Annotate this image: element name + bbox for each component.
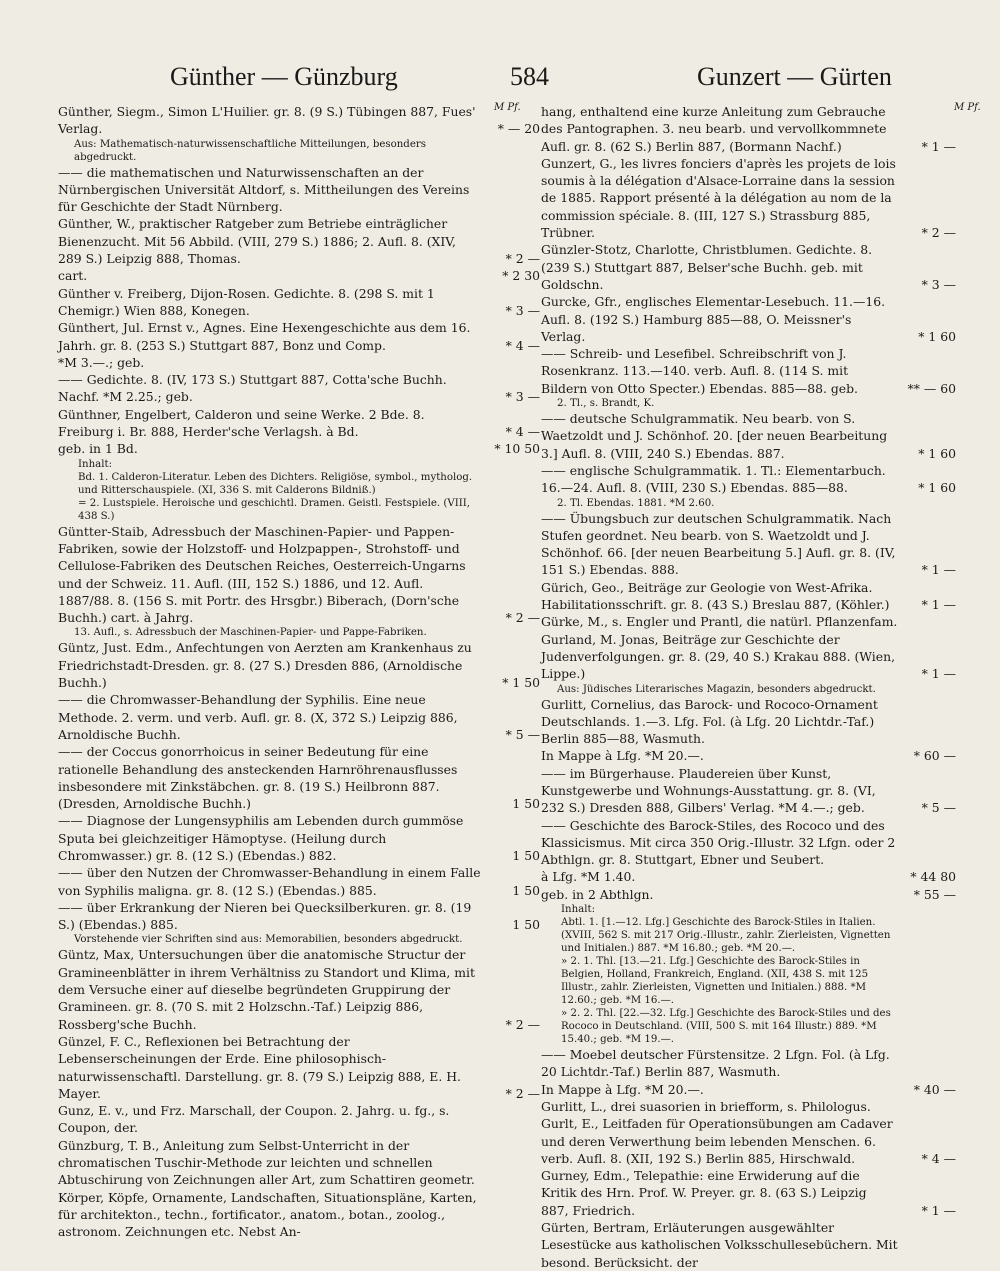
entry-text: —— die mathematischen und Naturwissenschaften an der Nürnbergischen Universität Altdorf, s. Mittheilungen des Vereins für Geschichte der Stadt Nürnberg. (58, 164, 474, 215)
catalog-entry (541, 241, 956, 293)
entry-text: Günzel, F. C., Reflexionen bei Betrachtung der Lebenserscheinungen der Erde. Eine philosophisch-naturwissenschaftl. Darstellung. gr. 8. (79 S.) Leipzig 888, E. H. Mayer. (58, 1033, 465, 1101)
catalog-entry (541, 510, 956, 579)
entry-price: * 4 — (505, 337, 540, 353)
bibliographic-note: 2. Tl. Ebendas. 1881. *M 2.60. (557, 497, 715, 509)
entry-text: Güntz, Just. Edm., Anfechtungen von Aerzten am Krankenhaus zu Friedrichstadt-Dresden. gr. 8. (27 S.) Dresden 886, (Arnoldische Buchh.) (58, 640, 476, 691)
catalog-entry (58, 691, 540, 743)
entry-text: Günzler-Stotz, Charlotte, Christblumen. Gedichte. 8. (239 S.) Stuttgart 887, Belser'sche Buchh. geb. mit Goldschn. (541, 242, 876, 292)
entry-price: * 1 50 (502, 675, 540, 691)
entry-text: *M 3.—.; geb. (58, 354, 145, 370)
catalog-entry (541, 462, 956, 497)
entry-text: Günthert, Jul. Ernst v., Agnes. Eine Hexengeschichte aus dem 16. Jahrh. gr. 8. (253 S.) Stuttgart 887, Bonz und Comp. (58, 320, 475, 353)
entry-text: Günther, W., praktischer Ratgeber zum Betriebe einträglicher Bienenzucht. Mit 56 Abbild. (VIII, 279 S.) 1886; 2. Aufl. 8. (XIV, 289 S.) Leipzig 888, Thomas. (58, 216, 460, 267)
catalog-entry (541, 817, 956, 869)
entry-text: In Mappe à Lfg. *M 20.—. (541, 748, 704, 764)
entry-text: —— Diagnose der Lungensyphilis am Lebenden durch gummöse Sputa bei gleichzeitiger Hämoptyse. (Heilung durch Chromwasser.) gr. 8. (12 S.) (Ebendas.) 882. (58, 813, 468, 863)
entry-price: * 2 30 (502, 268, 540, 284)
entry-price: * 3 — (505, 389, 540, 405)
entry-price: 1 50 (512, 796, 540, 812)
catalog-entry (58, 1102, 540, 1137)
entry-price: * 10 50 (494, 441, 540, 457)
entry-text: Gurlitt, L., drei suasorien in briefform, s. Philologus. (541, 1098, 871, 1114)
catalog-entry (58, 1137, 540, 1241)
entry-text: Günther v. Freiberg, Dijon-Rosen. Gedichte. 8. (298 S. mit 1 Chemigr.) Wien 888, Konegen. (58, 285, 439, 318)
entry-text: —— Geschichte des Barock-Stiles, des Rococo und des Klassicismus. Mit circa 350 Orig.-Illustr. 32 Lfgn. oder 2 Abthlgn. gr. 8. Stuttgart, Ebner und Seubert. (541, 817, 900, 868)
catalog-entry (541, 886, 956, 903)
entry-price: * 1 60 (918, 445, 956, 461)
catalog-entry (58, 406, 540, 441)
header-left: Günther — Günzburg (170, 62, 398, 91)
entry-text: Gurlitt, Cornelius, das Barock- und Rococo-Ornament Deutschlands. 1.—3. Lfg. Fol. (à Lfg. 20 Lichtdr.-Taf.) Berlin 885—88, Wasmuth. (541, 696, 882, 747)
entry-price: * 5 — (921, 800, 956, 816)
running-header (0, 62, 1000, 102)
entry-text: —— der Coccus gonorrhoicus in seiner Bedeutung für eine rationelle Behandlung des ansteckenden Harnröhrenausflusses insbesondere mit Zinkstäbchen. gr. 8. (19 S.) Heilbronn 887. (Dresden, Arnoldische Buchh.) (58, 744, 462, 812)
entry-price: * 55 — (913, 886, 956, 902)
catalog-entry (541, 696, 956, 748)
entry-price: * 3 — (505, 302, 540, 318)
entry-text: Güntter-Staib, Adressbuch der Maschinen-Papier- und Pappen-Fabriken, sowie der Holzstoff- und Holzpappen-, Strohstoff- und Cellulose-Fabriken des Deutschen Reiches, Oesterreich-Ungarns und der Schweiz. 11. Aufl. (III, 152 S.) 1886, und 12. Aufl. 1887/88. 8. (156 S. mit Portr. des Hrsgbr.) Biberach, (Dorn'sche Buchh.) cart. à Jahrg. (58, 523, 470, 626)
entry-text: —— die Chromwasser-Behandlung der Syphilis. Eine neue Methode. 2. verm. und verb. Aufl. gr. 8. (X, 372 S.) Leipzig 886, Arnoldische Buchh. (58, 692, 462, 742)
entry-text: Günther, Siegm., Simon L'Huilier. gr. 8. (9 S.) Tübingen 887, Fues' Verlag. (58, 104, 480, 137)
catalog-entry (541, 765, 956, 817)
entry-text: hang, enthaltend eine kurze Anleitung zum Gebrauche des Pantographen. 3. neu bearb. und vervollkommnete Aufl. gr. 8. (62 S.) Berlin 887, (Bormann Nachf.) (541, 104, 891, 154)
catalog-entry (58, 899, 540, 934)
entry-price: * 1 — (921, 562, 956, 578)
catalog-entry (58, 267, 540, 284)
catalog-entry (58, 354, 540, 371)
catalog-entry (58, 285, 540, 320)
entry-text: —— Moebel deutscher Fürstensitze. 2 Lfgn. Fol. (à Lfg. 20 Lichtdr.-Taf.) Berlin 887, Wasmuth. (541, 1047, 894, 1080)
catalog-entry (58, 743, 540, 812)
entry-text: Gurlt, E., Leitfaden für Operationsübungen am Cadaver und deren Verwerthung beim lebenden Menschen. 6. verb. Aufl. 8. (XII, 192 S.) Berlin 885, Hirschwald. (541, 1116, 897, 1166)
entry-price: * 40 — (913, 1081, 956, 1097)
left-price-head: M Pf. (494, 102, 521, 113)
entry-price: * 2 — (505, 610, 540, 626)
catalog-entry (541, 345, 956, 397)
bibliographic-note: 13. Aufl., s. Adressbuch der Maschinen-Papier- und Pappe-Fabriken. (74, 627, 427, 639)
catalog-entry (58, 215, 540, 267)
entry-price: ** — 60 (907, 380, 956, 396)
contents-list: Inhalt: Bd. 1. Calderon-Literatur. Leben des Dichters. Religiöse, symbol., mytholog. und Ritterschauspiele. (XI, 336 S. mit Calderons Bildniß.) = 2. Lustspiele. Heroische und geschichtl. Dramen. Geistl. Festspiele. (VIII, 438 S.) (78, 458, 473, 522)
entry-text: —— im Bürgerhause. Plaudereien über Kunst, Kunstgewerbe und Wohnungs-Ausstattung. gr. 8. (VI, 232 S.) Dresden 888, Gilbers' Verlag. *M 4.—.; geb. (541, 765, 880, 816)
entry-text: cart. (58, 268, 88, 284)
right-column (541, 103, 956, 1271)
entry-price: * 2 — (505, 251, 540, 267)
entry-text: —— englische Schulgrammatik. 1. Tl.: Elementarbuch. 16.—24. Aufl. 8. (VIII, 230 S.) Ebendas. 885—88. (541, 462, 890, 496)
entry-text: —— Gedichte. 8. (IV, 173 S.) Stuttgart 887, Cotta'sche Buchh. Nachf. *M 2.25.; geb. (58, 372, 451, 405)
catalog-entry (541, 868, 956, 885)
entry-text: Gunzert, G., les livres fonciers d'après les projets de lois soumis à la délégation d'Alsace-Lorraine dans la session de 1885. Rapport présenté à la délégation au nom de la commission spéciale. 8. (III, 127 S.) Strassburg 885, Trübner. (541, 155, 900, 241)
entry-text: In Mappe à Lfg. *M 20.—. (541, 1081, 704, 1097)
entry-price: * 44 80 (910, 869, 956, 885)
catalog-entry (58, 164, 540, 216)
catalog-entry (541, 1219, 956, 1271)
entry-price: * 5 — (505, 726, 540, 742)
catalog-entry (541, 1115, 956, 1167)
catalog-entry (58, 1033, 540, 1102)
contents-list: Inhalt: Abtl. 1. [1.—12. Lfg.] Geschichte des Barock-Stiles in Italien. (XVIII, 562 S. mit 217 Orig.-Illustr., zahlr. Zierleisten, Vignetten und Initialen.) 887. *M 16.80.; geb. *M 20.—. » 2. 1. Thl. [13.—21. Lfg.] Geschichte des Barock-Stiles in Belgien, Holland, Frankreich, England. (XII, 438 S. mit 125 Illustr., zahlr. Zierleisten, Vignetten und Initialen.) 888. *M 12.60.; geb. *M 16.—. » 2. 2. Thl. [22.—32. Lfg.] Geschichte des Barock-Stiles und des Rococo in Deutschland. (VIII, 500 S. mit 164 Illustr.) 889. *M 15.40.; geb. *M 19.—. (561, 904, 891, 1046)
catalog-entry (58, 639, 540, 691)
catalog-entry (541, 1098, 956, 1115)
entry-price: * 1 60 (918, 480, 956, 496)
bibliographic-note: 2. Tl., s. Brandt, K. (557, 398, 655, 410)
right-price-head: M Pf. (954, 102, 981, 113)
catalog-entry (58, 864, 540, 899)
catalog-entry (58, 946, 540, 1032)
entry-text: Günthner, Engelbert, Calderon und seine Werke. 2 Bde. 8. Freiburg i. Br. 888, Herder'sche Verlagsh. à Bd. (58, 406, 429, 440)
entry-text: Gürich, Geo., Beiträge zur Geologie von West-Afrika. Habilitationsschrift. gr. 8. (43 S.) Breslau 887, (Köhler.) (541, 579, 890, 613)
entry-text: Güntz, Max, Untersuchungen über die anatomische Structur der Gramineenblätter in ihrem Verhältniss zu Standort und Klima, mit dem Versuche einer auf dieselbe begründeten Gruppirung der Gramineen. gr. 8. (70 S. mit 2 Holzschn.-Taf.) Leipzig 886, Rossberg'sche Buchh. (58, 947, 479, 1032)
entry-price: * 4 — (505, 424, 540, 440)
entry-price: 1 50 (512, 882, 540, 898)
bibliographic-note: Aus: Mathematisch-naturwissenschaftliche Mitteilungen, besonders abgedruckt. (74, 138, 430, 163)
catalog-entry (541, 155, 956, 241)
header-right: Gunzert — Gürten (697, 62, 892, 91)
entry-text: Gürke, M., s. Engler und Prantl, die natürl. Pflanzenfam. (541, 614, 898, 630)
entry-price: * 4 — (921, 1150, 956, 1166)
catalog-entry (58, 440, 540, 457)
entry-price: * 60 — (913, 748, 956, 764)
entry-price: * 3 — (921, 276, 956, 292)
entry-text: —— deutsche Schulgrammatik. Neu bearb. von S. Waetzoldt und J. Schönhof. 20. [der neuen Bearbeitung 3.] Aufl. 8. (VIII, 240 S.) Ebendas. 887. (541, 411, 892, 461)
catalog-entry (541, 293, 956, 345)
entry-price: * — 20 (497, 121, 540, 137)
bibliographic-note: Aus: Jüdisches Literarisches Magazin, besonders abgedruckt. (557, 683, 876, 695)
catalog-entry (58, 812, 540, 864)
entry-price: * 1 — (921, 1202, 956, 1218)
catalog-entry (541, 103, 956, 155)
entry-text: Gurcke, Gfr., englisches Elementar-Lesebuch. 11.—16. Aufl. 8. (192 S.) Hamburg 885—88, O. Meissner's Verlag. (541, 294, 889, 344)
catalog-entry (541, 613, 956, 630)
entry-price: * 1 60 (918, 328, 956, 344)
entry-price: * 2 — (921, 225, 956, 241)
catalog-entry (541, 631, 956, 683)
page-number: 584 (510, 62, 549, 91)
entry-text: —— Übungsbuch zur deutschen Schulgrammatik. Nach Stufen geordnet. Neu bearb. von S. Waetzoldt und J. Schönhof. 66. [der neuen Bearbeitung 5.] Aufl. gr. 8. (IV, 151 S.) Ebendas. 888. (541, 510, 900, 578)
entry-text: Günzburg, T. B., Anleitung zum Selbst-Unterricht in der chromatischen Tuschir-Methode zur leichten und schnellen Abtuschirung von Zeichnungen aller Art, zum Schattiren geometr. Körper, Köpfe, Ornamente, Landschaften, Situationspläne, Karten, für architekton., techn., fortificator., anatom., botan., zoolog., astronom. Zeichnungen etc. Nebst An- (58, 1137, 481, 1240)
entry-text: à Lfg. *M 1.40. (541, 869, 636, 885)
catalog-entry (58, 371, 540, 406)
entry-text: —— über den Nutzen der Chromwasser-Behandlung in einem Falle von Syphilis maligna. gr. 8. (12 S.) (Ebendas.) 885. (58, 865, 485, 898)
entry-price: * 1 — (921, 138, 956, 154)
bibliographic-note: Vorstehende vier Schriften sind aus: Memorabilien, besonders abgedruckt. (74, 934, 463, 946)
catalog-entry (541, 579, 956, 614)
catalog-entry (541, 1046, 956, 1081)
entry-text: Gurney, Edm., Telepathie: eine Erwiderung auf die Kritik des Hrn. Prof. W. Preyer. gr. 8. (63 S.) Leipzig 887, Friedrich. (541, 1168, 871, 1218)
catalog-entry (58, 103, 540, 138)
catalog-entry (541, 747, 956, 764)
entry-text: geb. in 2 Abthlgn. (541, 886, 654, 902)
entry-text: Gürten, Bertram, Erläuterungen ausgewählter Lesestücke aus katholischen Volksschullesebüchern. Mit besond. Berücksicht. der (541, 1220, 902, 1270)
left-column (58, 103, 540, 1241)
entry-price: * 1 — (921, 597, 956, 613)
entry-text: Gunz, E. v., und Frz. Marschall, der Coupon. 2. Jahrg. u. fg., s. Coupon, der. (58, 1103, 454, 1136)
entry-text: —— über Erkrankung der Nieren bei Quecksilberkuren. gr. 8. (19 S.) (Ebendas.) 885. (58, 899, 476, 933)
entry-price: 1 50 (512, 917, 540, 933)
entry-text: geb. in 1 Bd. (58, 441, 138, 457)
catalog-entry (58, 523, 540, 627)
entry-price: * 2 — (505, 1085, 540, 1101)
catalog-entry (58, 319, 540, 354)
catalog-entry (541, 1081, 956, 1098)
catalog-entry (541, 410, 956, 462)
entry-text: Gurland, M. Jonas, Beiträge zur Geschichte der Judenverfolgungen. gr. 8. (29, 40 S.) Krakau 888. (Wien, Lippe.) (541, 631, 899, 682)
entry-price: * 2 — (505, 1016, 540, 1032)
entry-price: 1 50 (512, 847, 540, 863)
catalog-entry (541, 1167, 956, 1219)
entry-text: —— Schreib- und Lesefibel. Schreibschrift von J. Rosenkranz. 113.—140. verb. Aufl. 8. (114 S. mit Bildern von Otto Specter.) Ebendas. 885—88. geb. (541, 346, 858, 396)
entry-price: * 1 — (921, 666, 956, 682)
